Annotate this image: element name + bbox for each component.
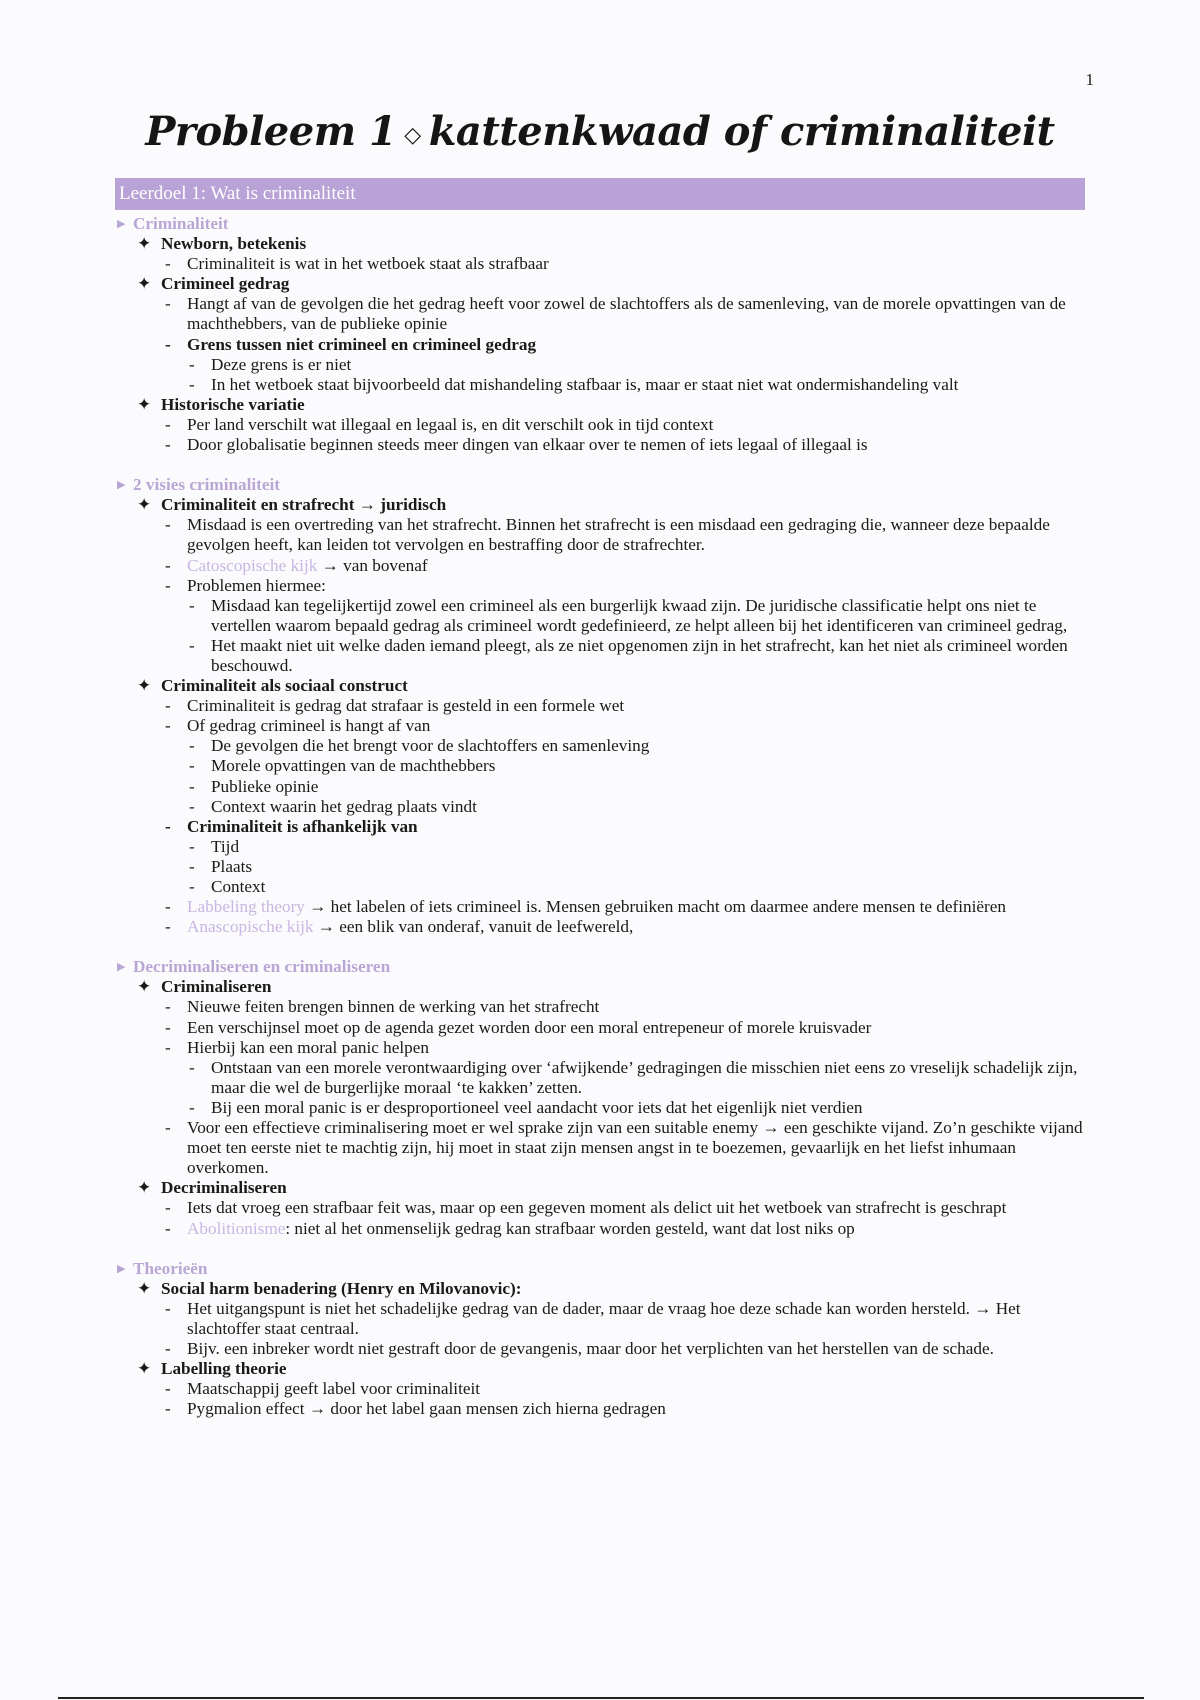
list-item: - Tijd: [189, 836, 240, 856]
list-item: - Hangt af van de gevolgen die het gedrag heeft voor zowel de slachtoffers als de samenleving, van de morele opvattingen van de machthebbers, van de publieke opinie: [165, 294, 1066, 334]
list-item: - Criminaliteit is afhankelijk van: [165, 816, 418, 836]
list-item: - Labbeling theory → het labelen of iets crimineel is. Mensen gebruiken macht om daarmee andere mensen te definiëren: [165, 897, 1006, 917]
list-item: - Plaats: [189, 856, 253, 876]
page-number: 1: [1085, 70, 1094, 89]
list-item: - Hierbij kan een moral panic helpen: [165, 1037, 429, 1057]
term-highlight: Catoscopische kijk: [187, 555, 318, 575]
list-item: - Pygmalion effect → door het label gaan mensen zich hierna gedragen: [165, 1399, 666, 1419]
list-item: - Deze grens is er niet: [189, 354, 352, 374]
notes-content: [115, 214, 1085, 1419]
list-item: - Per land verschilt wat illegaal en legaal is, en dit verschilt ook in tijd context: [165, 414, 714, 434]
triangle-bullet-icon: ▶: [117, 218, 126, 230]
star-bullet-icon: ✦: [137, 1359, 152, 1379]
list-item: - Abolitionisme: niet al het onmenselijk gedrag kan strafbaar worden gesteld, want dat lost niks op: [165, 1218, 855, 1238]
star-bullet-icon: ✦: [137, 274, 152, 294]
list-item: - Criminaliteit is wat in het wetboek staat als strafbaar: [165, 254, 549, 274]
section-2-visies: [115, 475, 1085, 937]
list-item: ✦ Criminaliteit als sociaal construct: [137, 676, 408, 696]
list-item: - Morele opvattingen van de machthebbers: [189, 756, 496, 776]
list-item: - Problemen hiermee:: [165, 575, 326, 595]
list-item: - Iets dat vroeg een strafbaar feit was, maar op een gegeven moment als delict uit het wetboek van strafrecht is geschrapt: [165, 1198, 1007, 1218]
list-item: ✦ Social harm benadering (Henry en Milovanovic):: [137, 1278, 522, 1298]
title-main: Probleem 1: [145, 108, 397, 155]
list-item: - Of gedrag crimineel is hangt af van: [165, 716, 431, 736]
list-item: - Bijv. een inbreker wordt niet gestraft door de gevangenis, maar door het verplichten van het herstellen van de schade.: [165, 1338, 994, 1358]
triangle-bullet-icon: ▶: [117, 961, 126, 974]
section-heading: ▶ Decriminaliseren en criminaliseren: [117, 957, 391, 977]
list-item: ✦ Historische variatie: [137, 394, 305, 414]
learning-goal-banner: Leerdoel 1: Wat is criminaliteit: [115, 178, 1085, 210]
list-item: - Voor een effectieve criminalisering moet er wel sprake zijn van een suitable enemy → een geschikte vijand. Zo’n geschikte vijand moet ten eerste niet te machtig zijn, hij moet in staat zijn mensen angst in te boezemen, gevaarlijk en het liefst inhumaan overkomen.: [165, 1118, 1083, 1178]
section-heading: ▶ Criminaliteit: [117, 214, 229, 233]
triangle-bullet-icon: ▶: [117, 1262, 126, 1275]
list-item: - Misdaad is een overtreding van het strafrecht. Binnen het strafrecht is een misdaad een gedraging die, wanneer deze bepaalde gevolgen heeft, kan leiden tot vervolgen en bestraffing door de strafrechter.: [165, 515, 1050, 555]
star-bullet-icon: ✦: [137, 495, 152, 515]
term-highlight: Anascopische kijk: [187, 917, 314, 937]
section-theorieen: [115, 1259, 1085, 1420]
list-item: - Misdaad kan tegelijkertijd zowel een crimineel als een burgerlijk kwaad zijn. De juridische classificatie helpt ons niet te vertellen waarom bepaald gedrag als crimineel wordt gedefinieerd, ze helpt alleen bij het identificeren van crimineel gedrag,: [189, 595, 1068, 635]
list-item: ✦ Labelling theorie: [137, 1359, 287, 1379]
list-item: - Het maakt niet uit welke daden iemand pleegt, als ze niet opgenomen zijn in het strafrecht, kan het niet als crimineel worden beschouwd.: [189, 635, 1068, 675]
star-bullet-icon: ✦: [137, 234, 152, 254]
star-bullet-icon: ✦: [137, 1278, 152, 1298]
list-item: - Bij een moral panic is er desproportioneel veel aandacht voor iets dat het eigenlijk niet verdien: [189, 1097, 863, 1117]
list-item: - Door globalisatie beginnen steeds meer dingen van elkaar over te nemen of iets legaal of illegaal is: [165, 435, 868, 455]
section-criminaliteit: [115, 214, 1085, 455]
list-item: - Grens tussen niet crimineel en crimineel gedrag: [165, 334, 537, 354]
star-bullet-icon: ✦: [137, 676, 152, 696]
term-highlight: Labbeling theory: [187, 897, 305, 917]
list-item: ✦ Crimineel gedrag: [137, 274, 290, 294]
page-title: [0, 108, 1200, 155]
star-bullet-icon: ✦: [137, 977, 152, 997]
star-bullet-icon: ✦: [137, 394, 152, 414]
list-item: ✦ Decriminaliseren: [137, 1178, 287, 1198]
list-item: - Ontstaan van een morele verontwaardiging over ‘afwijkende’ gedragingen die misschien niet eens zo vreselijk schadelijk zijn, maar die wel de burgerlijke moraal ‘te kakken’ zetten.: [189, 1057, 1078, 1097]
list-item: - In het wetboek staat bijvoorbeeld dat mishandeling stafbaar is, maar er staat niet wat ondermishandeling valt: [189, 374, 959, 394]
list-item: - Maatschappij geeft label voor criminaliteit: [165, 1379, 481, 1399]
list-item: ✦ Criminaliseren: [137, 977, 272, 997]
triangle-bullet-icon: ▶: [117, 479, 126, 492]
list-item: ✦ Newborn, betekenis: [137, 234, 307, 254]
list-item: - Nieuwe feiten brengen binnen de werking van het strafrecht: [165, 997, 600, 1017]
footer-rule: [58, 1697, 1144, 1699]
section-decriminaliseren: [115, 957, 1085, 1238]
star-bullet-icon: ✦: [137, 1178, 152, 1198]
title-subtitle: kattenkwaad of criminaliteit: [428, 108, 1055, 155]
list-item: - Criminaliteit is gedrag dat strafaar is gesteld in een formele wet: [165, 696, 625, 716]
list-item: - Catoscopische kijk → van bovenaf: [165, 555, 428, 575]
list-item: - De gevolgen die het brengt voor de slachtoffers en samenleving: [189, 736, 650, 756]
list-item: - Publieke opinie: [189, 776, 319, 796]
section-heading: ▶ 2 visies criminaliteit: [117, 475, 281, 495]
list-item: - Het uitgangspunt is niet het schadelijke gedrag van de dader, maar de vraag hoe deze schade kan worden hersteld. → Het slachtoffer staat centraal.: [165, 1298, 1021, 1338]
list-item: - Een verschijnsel moet op de agenda gezet worden door een moral entrepeneur of morele kruisvader: [165, 1017, 872, 1037]
title-separator-icon: ◇: [404, 122, 421, 148]
list-item: - Anascopische kijk → een blik van onderaf, vanuit de leefwereld,: [165, 917, 634, 937]
list-item: - Context: [189, 877, 266, 896]
section-heading: ▶ Theorieën: [117, 1258, 208, 1278]
list-item: - Context waarin het gedrag plaats vindt: [189, 796, 477, 816]
term-highlight: Abolitionisme: [187, 1218, 286, 1238]
list-item: ✦ Criminaliteit en strafrecht → juridisch: [137, 495, 447, 515]
